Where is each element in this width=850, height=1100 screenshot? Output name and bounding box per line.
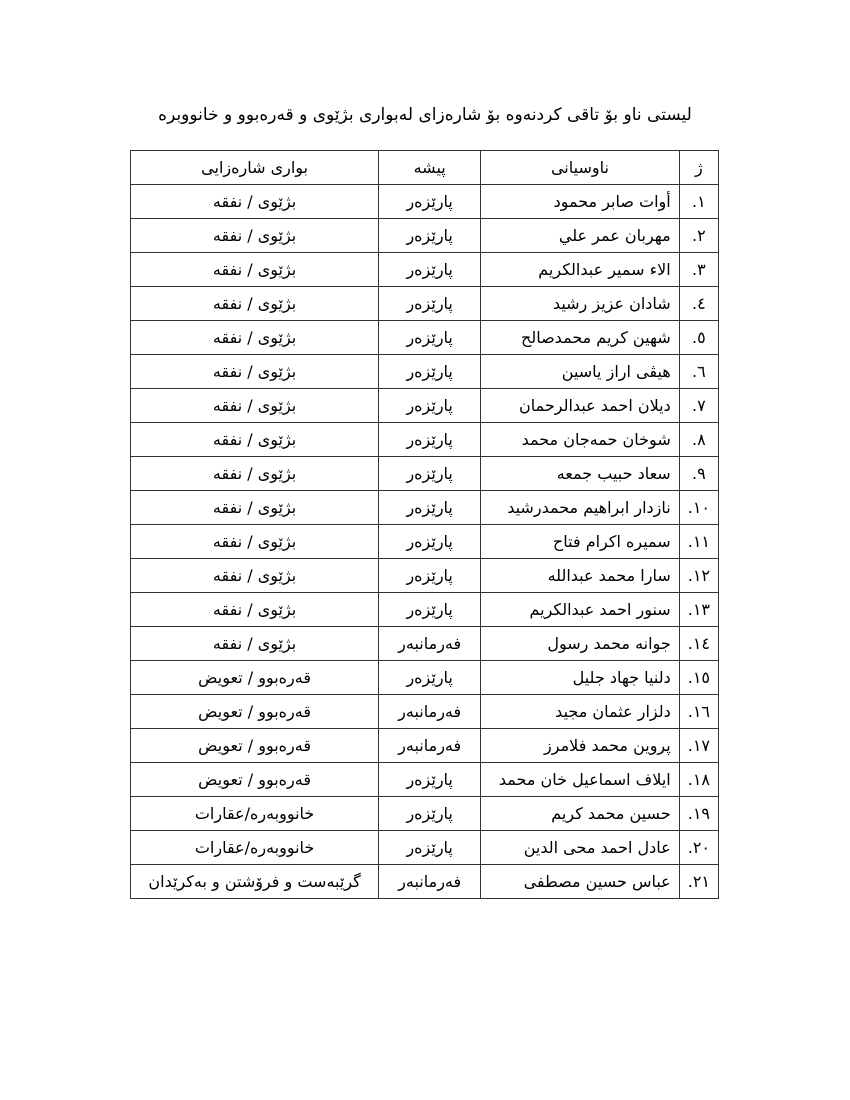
row-profession: پارێزەر	[379, 559, 481, 593]
row-number: ٢٠.	[679, 831, 718, 865]
row-profession: پارێزەر	[379, 355, 481, 389]
table-row	[131, 287, 719, 321]
row-field: قەرەبوو / تعويض	[131, 729, 379, 763]
table-header-row	[131, 151, 719, 185]
document-title: لیستی ناو بۆ تاقی کردنەوە بۆ شارەزای لەبواری بژێوی و قەرەبوو و خانووبرە	[158, 105, 692, 125]
row-profession: فەرمانبەر	[379, 627, 481, 661]
row-name: پروين محمد فلامرز	[481, 729, 680, 763]
row-profession: پارێزەر	[379, 491, 481, 525]
row-number: ١٧.	[679, 729, 718, 763]
row-name: عادل احمد محی الدين	[481, 831, 680, 865]
row-profession: پارێزەر	[379, 219, 481, 253]
table-row	[131, 695, 719, 729]
row-name: عباس حسين مصطفى	[481, 865, 680, 899]
row-field: قەرەبوو / تعويض	[131, 763, 379, 797]
table-row	[131, 321, 719, 355]
row-profession: فەرمانبەر	[379, 729, 481, 763]
row-field: قەرەبوو / تعويض	[131, 661, 379, 695]
row-profession: پارێزەر	[379, 389, 481, 423]
row-profession: پارێزەر	[379, 525, 481, 559]
row-number: ١٣.	[679, 593, 718, 627]
table-row	[131, 423, 719, 457]
table-body	[131, 185, 719, 899]
row-number: ٥.	[679, 321, 718, 355]
row-name: ديلان احمد عبدالرحمان	[481, 389, 680, 423]
row-number: ٢١.	[679, 865, 718, 899]
table-row	[131, 627, 719, 661]
table-row	[131, 797, 719, 831]
row-profession: پارێزەر	[379, 457, 481, 491]
row-number: ٦.	[679, 355, 718, 389]
row-profession: پارێزەر	[379, 321, 481, 355]
row-number: ٣.	[679, 253, 718, 287]
row-number: ١٠.	[679, 491, 718, 525]
table-row	[131, 185, 719, 219]
row-field: بژێوی / نفقه	[131, 253, 379, 287]
table-row	[131, 593, 719, 627]
row-profession: پارێزەر	[379, 763, 481, 797]
row-name: دلزار عثمان مجيد	[481, 695, 680, 729]
row-number: ١٩.	[679, 797, 718, 831]
row-number: ٢.	[679, 219, 718, 253]
row-number: ١.	[679, 185, 718, 219]
row-profession: پارێزەر	[379, 831, 481, 865]
header-field: بواری شارەزایی	[131, 151, 379, 185]
row-number: ٨.	[679, 423, 718, 457]
row-name: هيڤی اراز ياسين	[481, 355, 680, 389]
candidates-table	[130, 150, 719, 899]
row-name: شهين كريم محمدصالح	[481, 321, 680, 355]
row-number: ٩.	[679, 457, 718, 491]
table-row	[131, 865, 719, 899]
row-name: سارا محمد عبدالله	[481, 559, 680, 593]
row-profession: پارێزەر	[379, 661, 481, 695]
row-name: شادان عزيز رشيد	[481, 287, 680, 321]
row-profession: پارێزەر	[379, 185, 481, 219]
header-name: ناوسیانی	[481, 151, 680, 185]
table-row	[131, 491, 719, 525]
row-name: سميره اكرام فتاح	[481, 525, 680, 559]
table-row	[131, 355, 719, 389]
row-name: نازدار ابراهيم محمدرشيد	[481, 491, 680, 525]
row-profession: پارێزەر	[379, 423, 481, 457]
table-row	[131, 831, 719, 865]
row-field: بژێوی / نفقه	[131, 457, 379, 491]
row-profession: پارێزەر	[379, 287, 481, 321]
row-name: حسين محمد كريم	[481, 797, 680, 831]
row-profession: پارێزەر	[379, 253, 481, 287]
table-row	[131, 525, 719, 559]
row-name: سعاد حبيب جمعه	[481, 457, 680, 491]
row-field: بژێوی / نفقه	[131, 593, 379, 627]
row-field: خانووبەرە/عقارات	[131, 831, 379, 865]
row-name: مهربان عمر علي	[481, 219, 680, 253]
row-field: بژێوی / نفقه	[131, 559, 379, 593]
row-field: بژێوی / نفقه	[131, 185, 379, 219]
row-name: أوات صابر محمود	[481, 185, 680, 219]
row-name: شوخان حمەجان محمد	[481, 423, 680, 457]
row-field: بژێوی / نفقه	[131, 389, 379, 423]
row-field: بژێوی / نفقه	[131, 627, 379, 661]
row-field: بژێوی / نفقه	[131, 287, 379, 321]
row-field: بژێوی / نفقه	[131, 423, 379, 457]
row-field: بژێوی / نفقه	[131, 525, 379, 559]
row-profession: فەرمانبەر	[379, 695, 481, 729]
table-row	[131, 219, 719, 253]
row-field: خانووبەرە/عقارات	[131, 797, 379, 831]
row-number: ١٨.	[679, 763, 718, 797]
row-number: ٤.	[679, 287, 718, 321]
row-field: قەرەبوو / تعويض	[131, 695, 379, 729]
row-name: سنور احمد عبدالكريم	[481, 593, 680, 627]
row-number: ١١.	[679, 525, 718, 559]
table-row	[131, 729, 719, 763]
table-row	[131, 389, 719, 423]
table-row	[131, 763, 719, 797]
header-profession: پیشە	[379, 151, 481, 185]
row-number: ١٢.	[679, 559, 718, 593]
row-name: ايلاف اسماعيل خان محمد	[481, 763, 680, 797]
row-profession: پارێزەر	[379, 593, 481, 627]
row-number: ٧.	[679, 389, 718, 423]
row-field: بژێوی / نفقه	[131, 219, 379, 253]
table-row	[131, 253, 719, 287]
row-field: بژێوی / نفقه	[131, 355, 379, 389]
row-name: جوانه محمد رسول	[481, 627, 680, 661]
row-field: بژێوی / نفقه	[131, 491, 379, 525]
row-number: ١٤.	[679, 627, 718, 661]
table-row	[131, 661, 719, 695]
row-number: ١٦.	[679, 695, 718, 729]
row-field: گرێبەست و فرۆشتن و بەکرێدان	[131, 865, 379, 899]
row-number: ١٥.	[679, 661, 718, 695]
table-row	[131, 457, 719, 491]
header-number: ژ	[679, 151, 718, 185]
table-row	[131, 559, 719, 593]
row-profession: فەرمانبەر	[379, 865, 481, 899]
row-field: بژێوی / نفقه	[131, 321, 379, 355]
row-name: دلنيا جهاد جليل	[481, 661, 680, 695]
row-name: الاء سمير عبدالكريم	[481, 253, 680, 287]
row-profession: پارێزەر	[379, 797, 481, 831]
